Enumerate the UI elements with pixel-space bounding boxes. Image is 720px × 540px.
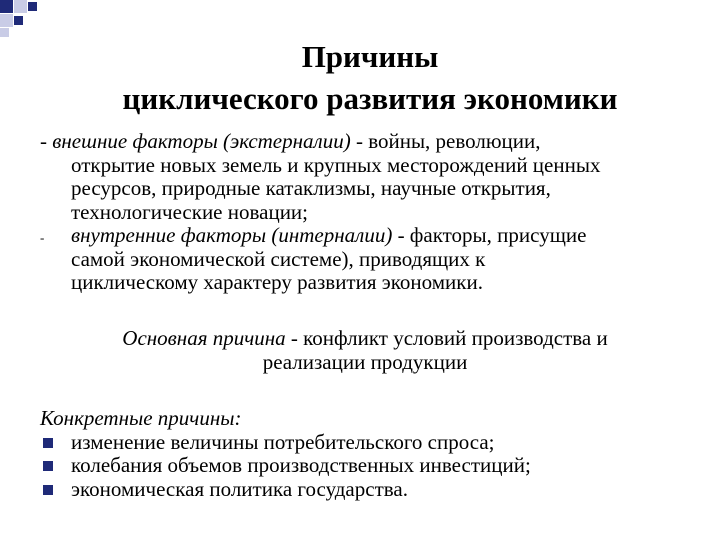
- external-line-1: [40, 130, 720, 154]
- external-text: - войны, революции,: [350, 129, 541, 153]
- corner-square-tiny: [14, 16, 23, 25]
- slide-title-line-2: циклического развития экономики: [122, 81, 618, 116]
- specific-item-text: экономическая политика государства.: [71, 476, 408, 501]
- internal-line-3: циклическому характеру развития экономики.: [71, 270, 483, 294]
- square-bullet-icon: [43, 485, 53, 495]
- corner-square-pale-3: [0, 28, 9, 37]
- internal-line-2: самой экономической системе), приводящих к: [71, 246, 486, 271]
- internal-label: внутренние факторы (интерналии): [71, 223, 393, 247]
- main-cause-label: Основная причина: [122, 326, 286, 350]
- external-dash: -: [40, 129, 47, 153]
- main-cause: [40, 327, 690, 374]
- corner-square-pale-2: [0, 14, 13, 27]
- external-factors: [40, 130, 720, 224]
- internal-line-1: [40, 224, 720, 248]
- slide-title-line-1: Причины: [301, 39, 439, 74]
- external-line-3: ресурсов, природные катаклизмы, научные открытия,: [71, 176, 551, 200]
- specific-item-text: колебания объемов производственных инвестиций;: [71, 453, 531, 477]
- external-line-2: открытие новых земель и крупных месторождений ценных: [71, 152, 601, 177]
- specific-item: [40, 478, 720, 502]
- specific-heading: Конкретные причины:: [40, 406, 242, 430]
- specific-item-text: изменение величины потребительского спроса;: [71, 429, 495, 454]
- main-cause-line-2: реализации продукции: [262, 349, 468, 374]
- internal-text: - факторы, присущие: [392, 223, 587, 247]
- corner-square-large: [0, 0, 13, 13]
- main-cause-text: - конфликт условий производства и: [285, 326, 608, 350]
- internal-factors: [40, 224, 720, 295]
- specific-item: [40, 454, 720, 478]
- square-bullet-icon: [43, 438, 53, 448]
- internal-dash: -: [40, 230, 45, 245]
- external-label: внешние факторы (экстерналии): [52, 129, 351, 153]
- corner-square-pale: [14, 0, 27, 13]
- external-line-4: технологические новации;: [71, 199, 308, 224]
- main-cause-line-1: [40, 327, 690, 351]
- specific-causes: [40, 407, 720, 501]
- specific-item: [40, 431, 720, 455]
- corner-square-small: [28, 2, 37, 11]
- square-bullet-icon: [43, 461, 53, 471]
